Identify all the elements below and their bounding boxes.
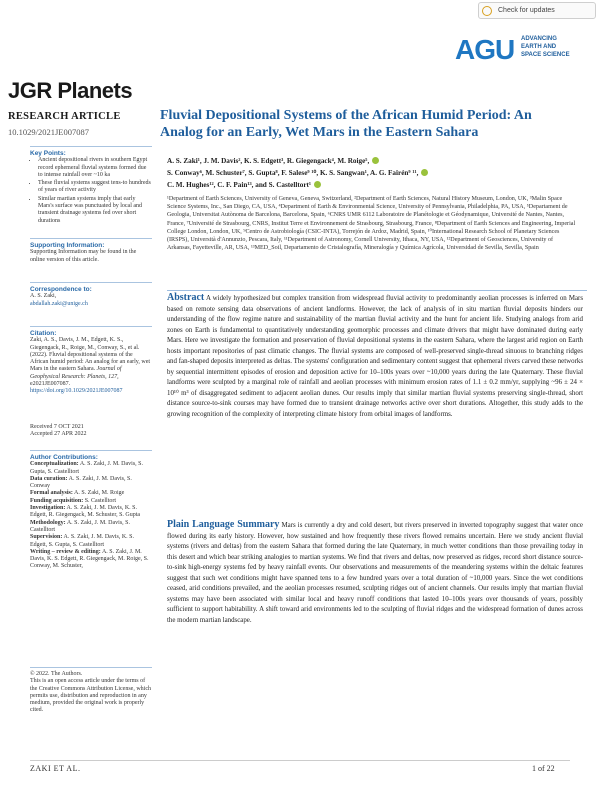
key-points [30, 150, 152, 226]
citation-journal: Journal of Geophysical Research: Planets, 127, [30, 366, 122, 380]
dates [30, 424, 152, 439]
sidebar-divider [30, 450, 152, 451]
affiliations: ¹Department of Earth Sciences, University of Geneva, Geneva, Switzerland, ²Department of Earth Sciences, Natural History Museum, London, UK, ³Malin Space Science Systems, Inc., San Diego, CA, USA, ⁴Department of Earth & Environmental Science, University of Pennsylvania, Philadelphia, PA, USA, ⁵Departament de Geologia, Universitat Autònoma de Barcelona, Barcelona, Spain, ⁶CNRS UMR 6112 Laboratoire de Planétologie et Géodynamique, Université de Nantes, Nantes, France, ⁷Université de Strasbourg, CNRS, Institut Terre et Environnement de Strasbourg, Strasbourg, France, ⁸Department of Earth Sciences and Engineering, Imperial College London, London, UK, ⁹Centro de Astrobiología (CSIC-INTA), Torrejón de Ardoz, Madrid, Spain, ¹⁰International Research School of Planetary Sciences (IRSPS), Università d'Annunzio, Pescara, Italy, ¹¹Department of Astronomy, Cornell University, Ithaca, NY, USA, ¹²Department of Geosciences, University of Arkansas, Fayetteville, AR, USA, ¹³MED_Soil, Departamento de Cristalografía, Mineralogía y Química Agrícola, Universidad de Sevilla, Sevilla, Spain [167, 196, 576, 252]
accepted-date: Accepted 27 APR 2022 [30, 431, 87, 438]
orcid-icon[interactable] [421, 169, 428, 176]
contribution-item: Funding acquisition: S. Castelltort [30, 497, 117, 504]
author-contributions [30, 454, 152, 571]
key-point: • Similar martian systems imply that early Mars's surface was punctuated by local and transient drainage systems fed over short durations [38, 196, 152, 225]
sidebar-divider [30, 667, 152, 668]
author-list [167, 155, 577, 191]
page-number: 1 of 22 [532, 764, 555, 773]
agu-logo-mark: AGU [455, 34, 515, 65]
check-updates-icon [482, 6, 492, 16]
key-points-heading: Key Points: [30, 150, 66, 157]
article-type: RESEARCH ARTICLE [8, 111, 121, 122]
orcid-icon[interactable] [314, 181, 321, 188]
pls-text: Mars is currently a dry and cold desert, but rivers preserved in inverted topography suggest that water once flowed during its early history. However, how sustained and how frequently these rivers flowed remains uncertain. Here we study ancient fluvial systems (rivers and deltas) from the eastern Sahara that formed during the late Quaternary, in much wetter conditions than those prevailing today in this desert and which bear striking analogies to martian systems. We find that rivers and deltas, now preserved as ridges, record short distance source-to-sink high-energy systems fed by heavy rainfall events. Our observations and measurements of the meandering systems within the deltaic features suggest that such wet conditions might have spanned tens to a few hundred years over a total duration of ~10,000 years. Since the wet conditions ceased, arid conditions prevailed, and the aeolian processes resumed, sculpting ridges out of ancient channels. Our results imply that martian fluvial systems may have been associated with similar local and heavy runoff conditions that lasted 10–100s years over thousands of years, possibly sufficient to support habitability. A shift toward arid environments led to the sculpting of fluvial ridges and the widespread formation of dunes across the modern martian landscape. [167, 522, 583, 624]
received-date: Received 7 OCT 2021 [30, 424, 84, 430]
author-line: C. M. Hughes¹², C. F. Pain¹³, and S. Castelltort¹ [167, 179, 577, 191]
sidebar-divider [30, 238, 152, 239]
contribution-item: Data curation: A. S. Zaki, J. M. Davis, S. Conway [30, 475, 132, 490]
author-line: S. Conway⁶, M. Schuster⁷, S. Gupta⁸, F. Salese⁹ ¹⁰, K. S. Sangwan¹, A. G. Fairén⁹ ¹¹, [167, 167, 577, 179]
correspondence-name: A. S. Zaki, [30, 293, 57, 300]
sidebar-divider [30, 146, 152, 147]
contribution-item: Formal analysis: A. S. Zaki, M. Roige [30, 490, 125, 497]
correspondence-email-link[interactable]: abdallah.zaki@unige.ch [30, 300, 88, 307]
author-line: A. S. Zaki¹, J. M. Davis², K. S. Edgett³, R. Giegengack⁴, M. Roige⁵, [167, 155, 577, 167]
contribution-item: Methodology: A. S. Zaki, J. M. Davis, S. Castelltort [30, 519, 131, 533]
correspondence [30, 286, 152, 308]
plain-language-summary [167, 520, 583, 626]
contributions-heading: Author Contributions: [30, 454, 98, 461]
license-text: This is an open access article under the terms of the Creative Commons Attribution License, which permits use, distribution and reproduction in any medium, provided the original work is properly cited. [30, 678, 151, 714]
copyright: © 2022. The Authors. [30, 671, 83, 677]
article-doi: 10.1029/2021JE007087 [8, 127, 89, 137]
key-point: • These fluvial systems suggest tens-to hundreds of years of river activity [38, 180, 152, 195]
citation-text: Zaki, A. S., Davis, J. M., Edgett, K. S., Giegengack, R., Roige, M., Conway, S., et al. (2022). Fluvial depositional systems of the African humid period: An analog for an early, wet Mars in the eastern Sahara. Journal of Geophysical Research: Planets, 127, e2021JE007087. https://doi.org/10.1029/2021JE007087 [30, 337, 151, 395]
contribution-item: Conceptualization: A. S. Zaki, J. M. Davis, S. Gupta, S. Castelltort [30, 461, 144, 475]
abstract [167, 293, 583, 420]
abstract-text: A widely hypothesized but complex transition from widespread fluvial activity to predominantly aeolian processes is inferred on Mars based on remote sensing data observations of ancient landforms. However, the lack of analysis of in situ martian fluvial deposits hinders our understanding of the flow regime nature and sustainability of the martian fluvial activity and the hunt for ancient life. Studying analogs from arid zones on Earth is fundamental to quantitatively understanding geomorphic processes and climate drivers that might have dominated during early Mars. Here we investigate the formation and preservation of fluvial depositional systems in the eastern Sahara, where the largest arid region on Earth hosts important repositories of past climatic changes. The fluvial systems are composed of well-preserved single-thread sinuous to branching ridges and fan-shaped deposits interpreted as deltas. The systems' configuration and sedimentary content suggest that ephemeral rivers carved these networks by sequential intermittent episodes of erosion and deposition active for 10–100s years over ~10,000 years during the late Quaternary. These fluvial landforms were sculpted by a marginal role of rainfall and aeolian processes with minimum erosion rates of 1.1 ± 0.2 mm/yr, supplying ~96 ± 24 × 10¹⁰ m³ of disaggregated sediment to adjacent aeolian dunes. Our results imply that similar martian fluvial systems preserving single-thread, short distance source-to-sink courses may have formed due to transient drainage networks active over short durations. Altogether, this study adds to the growing recognition of the complexity of interpreting climate history from orbital images of landforms. [167, 295, 584, 418]
footer-authors: ZAKI ET AL. [30, 764, 81, 773]
abstract-divider [167, 290, 587, 291]
contribution-item: Writing – review & editing: A. S. Zaki, J. M. Davis, K. S. Edgett, R. Giegengack, M. Roige, S. Conway, M. Schuster, [30, 548, 149, 570]
check-for-updates-button[interactable] [478, 2, 596, 19]
license [30, 671, 152, 715]
citation-doi-link[interactable]: https://doi.org/10.1029/2021JE007087 [30, 388, 123, 395]
citation-heading: Citation: [30, 330, 57, 337]
check-updates-label: Check for updates [498, 7, 555, 14]
footer-divider [30, 760, 570, 761]
citation [30, 330, 152, 396]
supporting-info-text: Supporting Information may be found in the online version of this article. [30, 249, 137, 263]
agu-logo [455, 28, 575, 72]
journal-name: JGR Planets [8, 78, 133, 103]
sidebar-divider [30, 282, 152, 283]
agu-logo-subtitle: ADVANCING EARTH AND SPACE SCIENCE [521, 36, 570, 58]
key-point: • Ancient depositional rivers in southern Egypt record ephemeral fluvial systems formed due to intense rainfall over ~10 ka [38, 157, 152, 179]
orcid-icon[interactable] [372, 157, 379, 164]
correspondence-heading: Correspondence to: [30, 286, 92, 293]
abstract-heading: Abstract [167, 292, 205, 303]
contribution-item: Investigation: A. S. Zaki, J. M. Davis, K. S. Edgett, R. Giegengack, M. Schuster, S. Gupta [30, 505, 141, 519]
sidebar-divider [30, 326, 152, 327]
contribution-item: Supervision: A. S. Zaki, J. M. Davis, K. S. Edgett, S. Gupta, S. Castelltort [30, 534, 135, 548]
supporting-info-heading: Supporting Information: [30, 242, 105, 249]
supporting-information [30, 242, 152, 264]
article-title: Fluvial Depositional Systems of the African Humid Period: An Analog for an Early, Wet Mars in the Eastern Sahara [160, 108, 532, 140]
pls-heading: Plain Language Summary [167, 519, 280, 530]
